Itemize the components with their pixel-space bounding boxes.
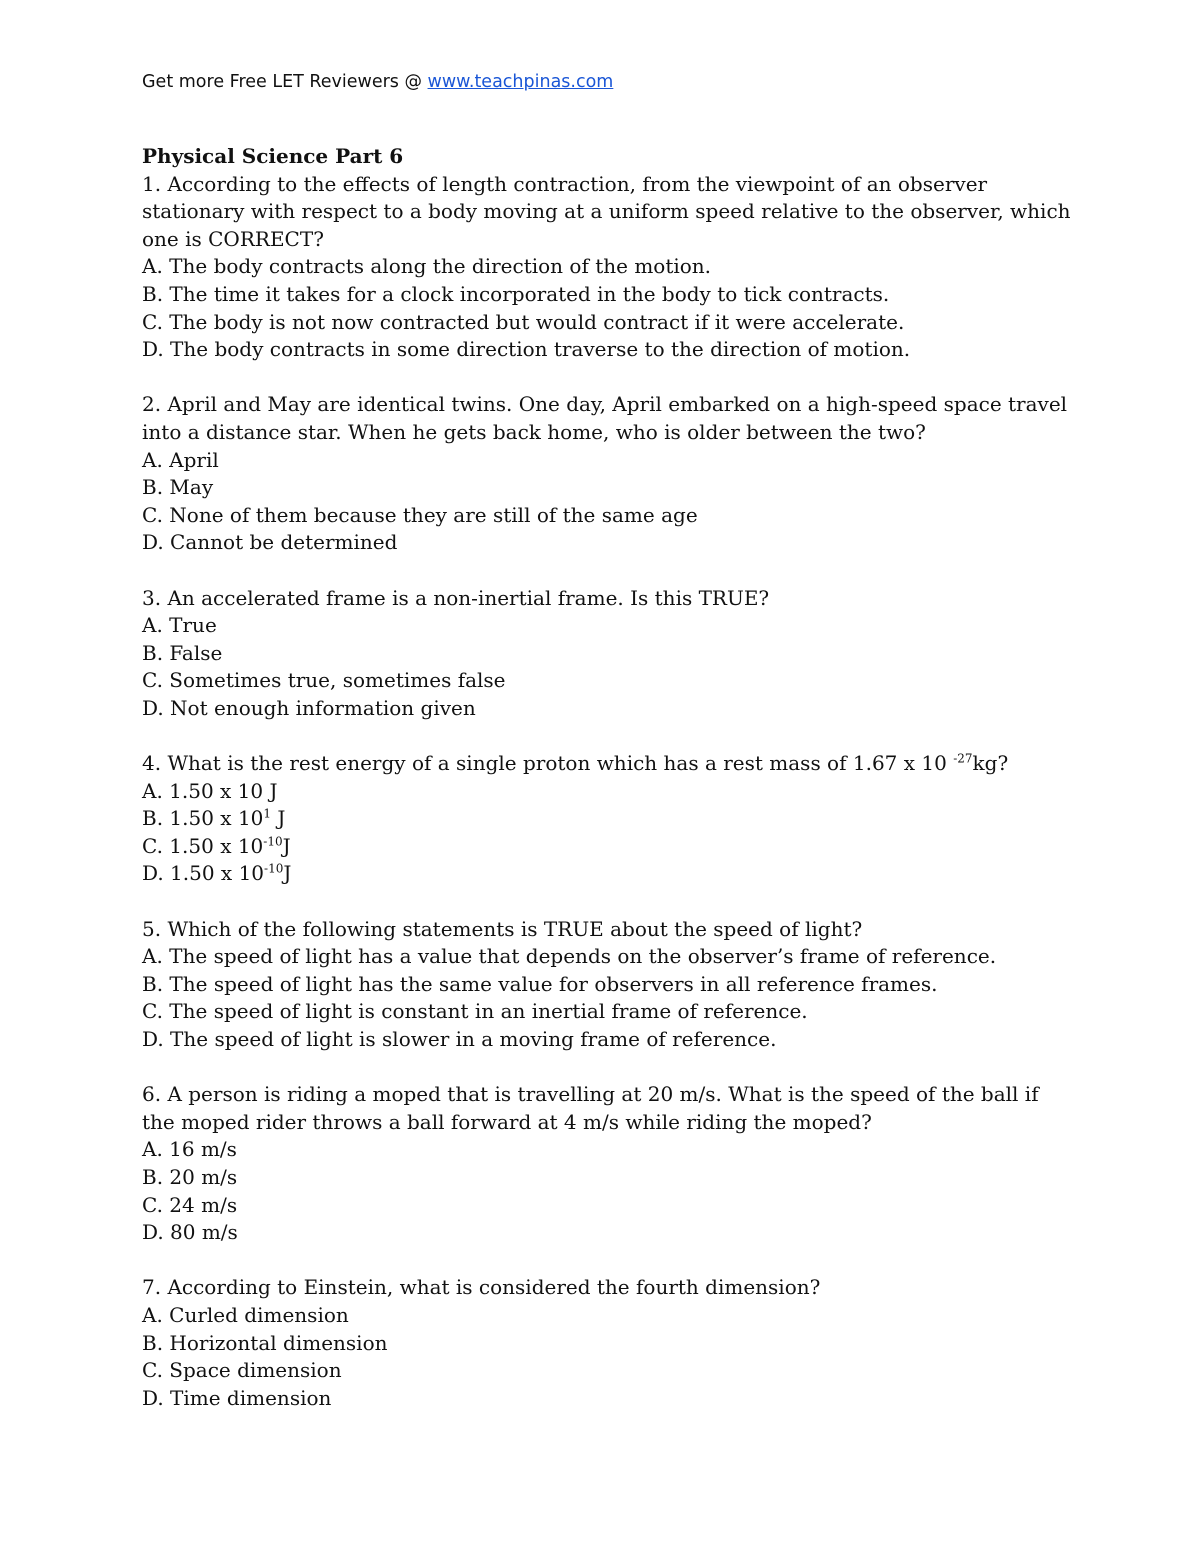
question-text: 2. April and May are identical twins. One day, April embarked on a high-speed space travel into a distance star. When he gets back home, who is older between the two? bbox=[142, 392, 1068, 444]
option-c-unit: J bbox=[282, 833, 291, 858]
option-d: D. Time dimension bbox=[142, 1385, 332, 1410]
option-b: B. False bbox=[142, 640, 223, 665]
option-b: B. The speed of light has the same value for observers in all reference frames. bbox=[142, 971, 938, 996]
exponent: -10 bbox=[263, 834, 283, 849]
option-a: A. April bbox=[142, 447, 219, 472]
document-title: Physical Science Part 6 bbox=[142, 144, 404, 168]
question-4 bbox=[142, 750, 1072, 888]
option-d: D. 80 m/s bbox=[142, 1220, 238, 1245]
question-1 bbox=[142, 171, 1072, 364]
teachpinas-link[interactable]: www.teachpinas.com bbox=[427, 72, 614, 92]
question-7 bbox=[142, 1274, 1072, 1412]
exponent: 1 bbox=[263, 806, 272, 821]
option-b-value: B. 1.50 x 10 bbox=[142, 806, 264, 831]
option-c: C. None of them because they are still of the same age bbox=[142, 502, 698, 527]
option-c: C. The body is not now contracted but would contract if it were accelerate. bbox=[142, 309, 905, 334]
question-text-main: 4. What is the rest energy of a single proton which has a rest mass of 1.67 x 10 bbox=[142, 751, 954, 776]
option-b: B. 20 m/s bbox=[142, 1164, 238, 1189]
option-c bbox=[142, 833, 1072, 861]
question-text: 3. An accelerated frame is a non-inertial frame. Is this TRUE? bbox=[142, 585, 770, 610]
exponent: -10 bbox=[264, 861, 284, 876]
question-text bbox=[142, 750, 1072, 778]
option-a bbox=[142, 778, 1072, 806]
option-c: C. Space dimension bbox=[142, 1358, 342, 1383]
option-b bbox=[142, 805, 1072, 833]
option-b: B. May bbox=[142, 475, 214, 500]
option-d: D. Cannot be determined bbox=[142, 530, 398, 555]
option-d: D. Not enough information given bbox=[142, 695, 476, 720]
question-text: 6. A person is riding a moped that is travelling at 20 m/s. What is the speed of the ball if the moped rider throws a ball forward at 4 m/s while riding the moped? bbox=[142, 1082, 1039, 1134]
question-5 bbox=[142, 916, 1072, 1054]
question-text: 5. Which of the following statements is TRUE about the speed of light? bbox=[142, 916, 863, 941]
option-b: B. Horizontal dimension bbox=[142, 1330, 388, 1355]
option-c-value: C. 1.50 x 10 bbox=[142, 833, 264, 858]
header-text: Get more Free LET Reviewers @ bbox=[142, 72, 428, 92]
question-text: 7. According to Einstein, what is considered the fourth dimension? bbox=[142, 1275, 821, 1300]
question-text: 1. According to the effects of length contraction, from the viewpoint of an observer stationary with respect to a body moving at a uniform speed relative to the observer, which one is CORRECT? bbox=[142, 171, 1071, 251]
question-text-unit: kg? bbox=[972, 751, 1009, 776]
option-c: C. The speed of light is constant in an inertial frame of reference. bbox=[142, 999, 808, 1024]
question-6 bbox=[142, 1081, 1072, 1247]
option-d-unit: J bbox=[283, 861, 292, 886]
option-a: A. Curled dimension bbox=[142, 1302, 349, 1327]
option-a: A. The body contracts along the direction of the motion. bbox=[142, 254, 712, 279]
option-b: B. The time it takes for a clock incorporated in the body to tick contracts. bbox=[142, 281, 890, 306]
question-3 bbox=[142, 585, 1072, 723]
option-a: A. 16 m/s bbox=[142, 1137, 237, 1162]
option-b-unit: J bbox=[271, 806, 286, 831]
option-a-value: A. 1.50 x 10 J bbox=[142, 778, 278, 803]
option-c: C. Sometimes true, sometimes false bbox=[142, 668, 506, 693]
option-c: C. 24 m/s bbox=[142, 1192, 238, 1217]
exponent: -27 bbox=[953, 751, 973, 766]
document-body bbox=[142, 143, 1072, 1440]
option-d-value: D. 1.50 x 10 bbox=[142, 861, 265, 886]
option-a: A. True bbox=[142, 613, 217, 638]
question-2 bbox=[142, 391, 1072, 557]
option-a: A. The speed of light has a value that depends on the observer’s frame of reference. bbox=[142, 944, 997, 969]
option-d bbox=[142, 860, 1072, 888]
page-header bbox=[142, 72, 613, 92]
option-d: D. The body contracts in some direction traverse to the direction of motion. bbox=[142, 337, 911, 362]
option-d: D. The speed of light is slower in a moving frame of reference. bbox=[142, 1027, 777, 1051]
